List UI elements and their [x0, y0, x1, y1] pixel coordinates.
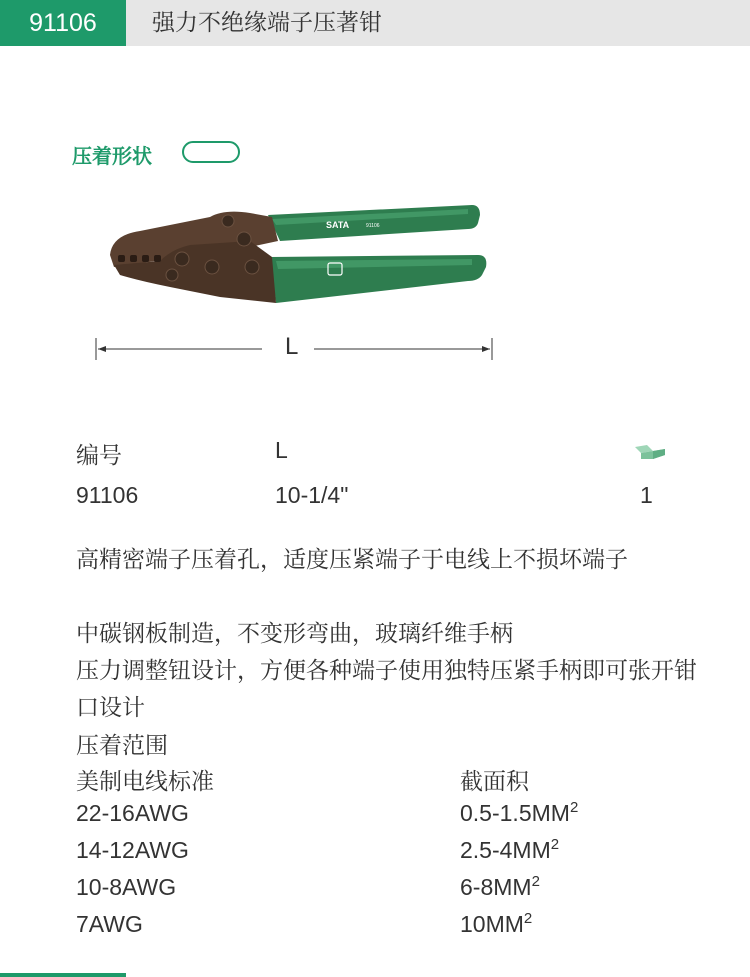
footer-accent-bar	[0, 973, 126, 977]
col-header-awg: 美制电线标准	[76, 769, 214, 795]
range-area-3: $6-8MM^2$	[460, 873, 540, 900]
feature-1: 高精密端子压着孔，适度压紧端子于电线上不损坏端子	[76, 547, 628, 573]
col-header-length: L	[275, 437, 288, 463]
range-title: 压着范围	[76, 733, 168, 759]
col-header-number: 编号	[76, 443, 122, 469]
row-qty: 1	[640, 482, 653, 508]
range-area-1: $0.5-1.5MM^2$	[460, 799, 579, 826]
range-area-4: $10MM^2$	[460, 910, 533, 937]
product-title: 强力不绝缘端子压著钳	[152, 10, 382, 36]
header-bar	[0, 0, 750, 46]
package-box-icon	[633, 443, 667, 461]
row-length: 10-1/4"	[275, 482, 349, 508]
model-mark: 91106	[366, 223, 380, 229]
range-awg-2: 14-12AWG	[76, 837, 189, 863]
brand-mark: SATA	[326, 220, 350, 230]
range-awg-4: 7AWG	[76, 911, 143, 937]
range-awg-1: 22-16AWG	[76, 800, 189, 826]
crimping-plier-image	[100, 195, 500, 310]
row-number: 91106	[76, 482, 139, 508]
oval-outline-icon	[182, 141, 240, 163]
feature-3: 压力调整钮设计，方便各种端子使用独特压紧手柄即可张开钳口设计	[76, 658, 697, 721]
range-area-2: $2.5-4MM^2$	[460, 836, 560, 863]
product-code-badge: 91106	[0, 0, 126, 46]
col-header-area: 截面积	[460, 769, 529, 795]
range-awg-3: 10-8AWG	[76, 874, 177, 900]
crimp-shape-label: 压着形状	[72, 144, 152, 168]
feature-2: 中碳钢板制造，不变形弯曲，玻璃纤维手柄	[76, 621, 513, 647]
dimension-label: L	[285, 333, 299, 360]
